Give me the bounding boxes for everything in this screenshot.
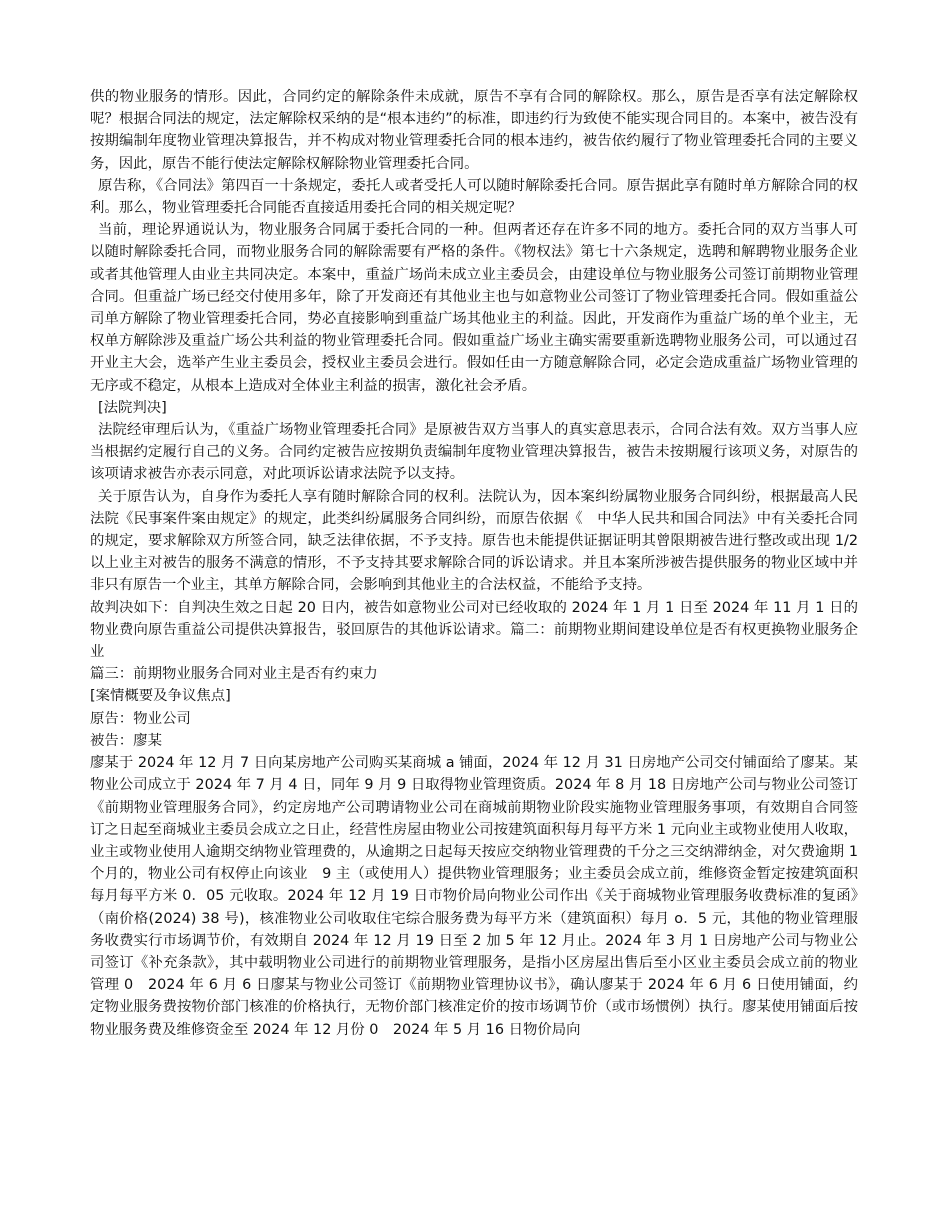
section-heading-judgment: [法院判决]: [98, 399, 167, 416]
article-title-part-three: 篇三：前期物业服务合同对业主是否有约束力: [90, 666, 378, 683]
paragraph-court-finding: 法院经审理后认为，《重益广场物业管理委托合同》是原被告双方当事人的真实意思表示，合同合法有效。双方当事人应当根据约定履行自己的义务。合同约定被告应按期负责编制年度物业管理决算报告，被告未按期履行该项义务，对原告的该项请求被告亦表示同意，对此项诉讼请求法院予以支持。: [90, 422, 858, 483]
paragraph-case-facts: 廖某于 2024 年 12 月 7 日向某房地产公司购买某商城 a 铺面，2024 年 12 月 31 日房地产公司交付铺面给了廖某。某物业公司成立于 2024 年 7 月 4 日，同年 9 月 9 日取得物业管理资质。2024 年 8 月 18 日房地产公司与物业公司签订《前期物业管理服务合同》，约定房地产公司聘请物业公司在商城前期物业阶段实施物业管理服务事项，有效期自合同签订之日起至商城业主委员会成立之日止，经营性房屋由物业公司按建筑面积每月每平方米 1 元向业主或物业使用人收取，业主或物业使用人逾期交纳物业管理费的，从逾期之日起每天按应交纳物业管理费的千分之三交纳滞纳金，对欠费逾期 1 个月的，物业公司有权停止向该业 9 主（或使用人）提供物业管理服务；业主委员会成立前，维修资金暂定按建筑面积每月每平方米 0．05 元收取。2024 年 12 月 19 日市物价局向物业公司作出《关于商城物业管理服务收费标准的复函》 （南价格(2024) 38 号)，核准物业公司收取住宅综合服务费为每平方米（建筑面积）每月 o．5 元，其他的物业管理服务收费实行市场调节价，有效期自 2024 年 12 月 19 日至 2 加 5 年 12 月止。2024 年 3 月 1 日房地产公司与物业公司签订《补充条款》，其中载明物业公司进行的前期物业管理服务，是指小区房屋出售后至小区业主委员会成立前的物业管理 0 2024 年 6 月 6 日廖某与物业公司签订《前期物业管理协议书》，确认廖某于 2024 年 6 月 6 日使用铺面，约定物业服务费按物价部门核准的价格执行，无物价部门核准定价的按市场调节价（或市场惯例）执行。廖某使用铺面后按物业服务费及维修资金至 2024 年 12 月份 0 2024 年 5 月 16 日物价局向: [90, 755, 873, 1038]
plaintiff-line: 原告：物业公司: [90, 710, 191, 727]
defendant-line: 被告：廖某: [90, 732, 162, 749]
paragraph-verdict: 故判决如下：自判决生效之日起 20 日内，被告如意物业公司对已经收取的 2024 年 1 月 1 日至 2024 年 11 月 1 日的物业费向原告重益公司提供决算报告，驳回原告的其他诉讼请求。篇二：前期物业期间建设单位是否有权更换物业服务企业: [90, 599, 858, 661]
section-heading-case-summary: [案情概要及争议焦点]: [90, 688, 231, 705]
paragraph-theory-analysis: 当前，理论界通说认为，物业服务合同属于委托合同的一种。但两者还存在许多不同的地方。委托合同的双方当事人可以随时解除委托合同，而物业服务合同的解除需要有严格的条件。《物权法》第七十六条规定，选聘和解聘物业服务企业或者其他管理人由业主共同决定。本案中，重益广场尚未成立业主委员会，由建设单位与物业服务公司签订前期物业管理合同。但重益广场已经交付使用多年，除了开发商还有其他业主也与如意物业公司签订了物业管理委托合同。假如重益公司单方解除了物业管理委托合同，势必直接影响到重益广场其他业主的利益。因此，开发商作为重益广场的单个业主，无权单方解除涉及重益广场公共利益的物业管理委托合同。假如重益广场业主确实需要重新选聘物业服务公司，可以通过召开业主大会，选举产生业主委员会，授权业主委员会进行。假如任由一方随意解除合同，必定会造成重益广场物业管理的无序或不稳定，从根本上造成对全体业主利益的损害，激化社会矛盾。: [90, 222, 858, 394]
paragraph-plaintiff-claim: 原告称，《合同法》第四百一十条规定，委托人或者受托人可以随时解除委托合同。原告据此享有随时单方解除合同的权利。那么，物业管理委托合同能否直接适用委托合同的相关规定呢？: [90, 177, 858, 217]
paragraph-court-reasoning: 关于原告认为，自身作为委托人享有随时解除合同的权利。法院认为，因本案纠纷属物业服务合同纠纷，根据最高人民法院《民事案件案由规定》的规定，此类纠纷属服务合同纠纷，而原告依据《 中华人民共和国合同法》中有关委托合同的规定，要求解除双方所签合同，缺乏法律依据，不予支持。原告也未能提供证据证明其曾限期被告进行整改或出现 1/2 以上业主对被告的服务不满意的情形，不予支持其要求解除合同的诉讼请求。并且本案所涉被告提供服务的物业区域中并非只有原告一个业主，其单方解除合同，会影响到其他业主的合法权益，不能给予支持。: [90, 488, 858, 594]
paragraph-termination-right: 供的物业服务的情形。因此，合同约定的解除条件未成就，原告不享有合同的解除权。那么，原告是否享有法定解除权呢？根据合同法的规定，法定解除权采纳的是“根本违约”的标准，即违约行为致使不能实现合同目的。本案中，被告没有按期编制年度物业管理决算报告，并不构成对物业管理委托合同的根本违约，被告依约履行了物业管理委托合同的主要义务，因此，原告不能行使法定解除权解除物业管理委托合同。: [90, 89, 858, 172]
